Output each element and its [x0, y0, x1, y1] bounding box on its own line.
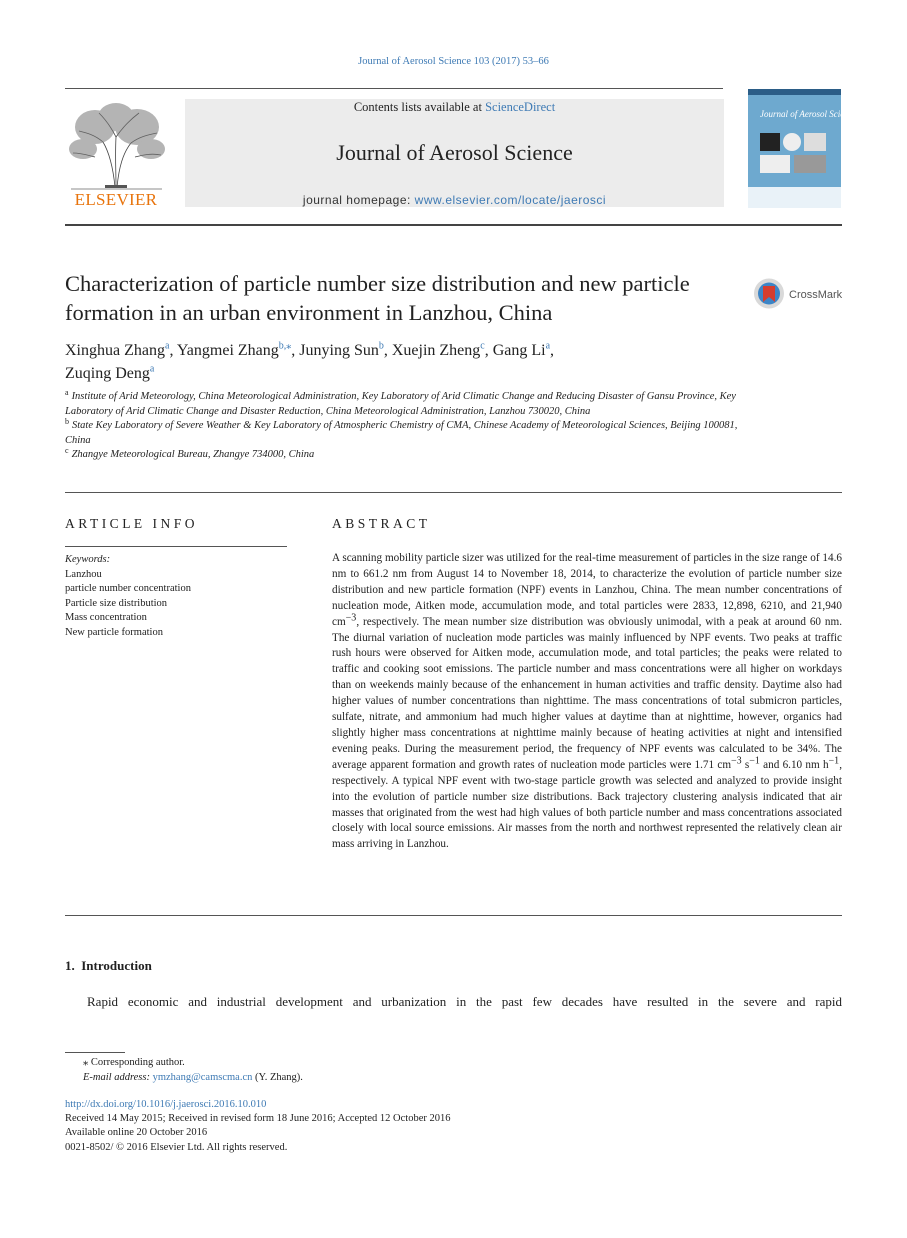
author-name[interactable]: Zuqing Deng	[65, 365, 150, 382]
affiliation-text: State Key Laboratory of Severe Weather & Key Laboratory of Atmospheric Chemistry of CMA, Chinese Academy of Meteorological Sciences, Beijing 100081, China	[65, 420, 738, 446]
email-suffix: (Y. Zhang).	[252, 1071, 303, 1083]
keywords-list	[65, 553, 295, 640]
corresponding-author-note: ⁎ Corresponding author.	[83, 1057, 185, 1068]
author-affiliation-mark[interactable]: a	[149, 363, 155, 375]
journal-cover-image[interactable]	[748, 89, 857, 208]
affiliation-text: Zhangye Meteorological Bureau, Zhangye 734000, China	[71, 449, 315, 460]
author-separator: ,	[484, 342, 493, 359]
top-divider	[65, 88, 723, 89]
author-name[interactable]: Xinghua Zhang	[65, 342, 165, 359]
article-info-heading: ARTICLE INFO	[65, 516, 199, 531]
keyword-item: Lanzhou	[65, 568, 102, 580]
introduction-heading: 1. Introduction	[65, 958, 152, 973]
abstract-superscript: −1	[749, 755, 760, 767]
journal-homepage-link[interactable]: www.elsevier.com/locate/jaerosci	[414, 193, 607, 207]
elsevier-wordmark: ELSEVIER	[74, 190, 158, 209]
doi-link[interactable]: http://dx.doi.org/10.1016/j.jaerosci.2016.10.010	[65, 1099, 267, 1110]
crossmark-icon[interactable]	[752, 277, 847, 310]
author-list	[65, 339, 785, 385]
email-label: E-mail address:	[83, 1071, 153, 1083]
abstract-segment: A scanning mobility particle sizer was utilized for the real-time measurement of particles in the size range of 14.6 nm to 661.2 nm from August 14 to November 18, 2014, to characterize the evolution of particle number size distribution and new particle formation (NPF) events in Lanzhou, China. The mean number concentrations of nucleation mode, Aitken mode, accumulation mode, and total particles were 2833, 12,898, 6210, and 21,940 cm	[332, 552, 842, 628]
abstract-text	[332, 551, 842, 853]
affiliation-text: Institute of Arid Meteorology, China Meteorological Administration, Key Laboratory of Arid Climatic Change and Reducing Disaster of Gansu Province, Key Laboratory of Arid Climatic Change and Disaster Reduction, China Meteorological Administration, Lanzhou 730020, China	[65, 391, 736, 417]
abstract-superscript: −3	[731, 755, 742, 767]
email-note	[65, 1071, 665, 1086]
journal-homepage-line	[185, 193, 724, 207]
journal-citation[interactable]: Journal of Aerosol Science 103 (2017) 53–66	[358, 56, 549, 67]
footnotes	[65, 1056, 665, 1085]
abstract-segment: , respectively. The mean number size distribution was obviously unimodal, with a peak at around 60 nm. The diurnal variation of nucleation mode particles was mainly influenced by NPF events. Two peaks at traffic rush hours were observed for Aitken mode, accumulation mode, and total particles; the peaks were related to traffic and cooking soot emissions. The particle number and mass concentrations were all higher on workdays than on weekends mainly because of the enhancement in human activities and traffic density. Daytime also had higher values of number concentrations than nighttime. The mass concentrations of total submicron particles, sulfate, nitrate, and ammonium had much higher values at daytime than at nighttime, however, organics had slightly higher mass concentrations at nighttime mainly because of heating activities at night and intensified evening peaks. During the measurement period, the frequency of NPF events was calculated to be 34%. The average apparent formation and growth rates of nucleation mode particles were 1.71 cm	[332, 615, 842, 771]
keyword-item: Particle size distribution	[65, 597, 168, 609]
section-divider	[65, 492, 842, 493]
affiliation-b	[65, 416, 745, 448]
keyword-item: particle number concentration	[65, 583, 191, 594]
cover-title: Journal of Aerosol Science	[760, 109, 857, 119]
affiliations	[65, 387, 745, 463]
journal-title: Journal of Aerosol Science	[336, 140, 573, 165]
abstract-segment: and 6.10 nm h	[759, 758, 829, 771]
author-affiliation-mark[interactable]: b,⁎	[278, 340, 292, 352]
author-separator: ,	[291, 342, 300, 359]
author-name[interactable]: Xuejin Zheng	[391, 342, 481, 359]
abstract-segment: s	[741, 758, 750, 771]
author-separator: ,	[169, 342, 177, 359]
affiliation-a	[65, 387, 745, 419]
affiliation-mark: b	[65, 416, 69, 426]
contents-line	[185, 100, 724, 115]
introduction-text: Rapid economic and industrial development and urbanization in the past few decades have resulted in the severe and rapid	[87, 994, 842, 1009]
contents-prefix: Contents lists available at	[353, 100, 486, 114]
abstract-segment: , respectively. A typical NPF event with two-stage particle growth was selected and analyzed to provide insight into the evolution of particle number size distributions. Back trajectory clustering analysis indicated that air masses that originated from the west had high values of both particle number and mass concentrations associated closely with local source emissions. Air masses from the north and northwest represented the relatively clean air mass arriving in Lanzhou.	[332, 758, 842, 851]
affiliation-mark: c	[65, 445, 69, 455]
affiliation-c	[65, 445, 745, 463]
article-title: Characterization of particle number size distribution and new particle formation in an urban environment in Lanzhou, China	[65, 271, 690, 325]
author-separator: ,	[550, 342, 555, 359]
author-name[interactable]: Gang Li	[492, 342, 546, 359]
keywords-label: Keywords:	[65, 554, 111, 565]
publication-info	[65, 1098, 665, 1155]
crossmark-label: CrossMark	[789, 289, 843, 301]
homepage-prefix: journal homepage:	[302, 193, 415, 207]
author-name[interactable]: Yangmei Zhang	[176, 342, 279, 359]
keyword-item: Mass concentration	[65, 612, 147, 623]
sciencedirect-link[interactable]: ScienceDirect	[485, 100, 556, 114]
email-link[interactable]: ymzhang@camscma.cn	[152, 1071, 253, 1083]
header-divider	[65, 224, 842, 226]
article-info-divider	[65, 546, 287, 547]
abstract-heading: ABSTRACT	[332, 516, 431, 531]
section-divider	[65, 915, 842, 916]
author-name[interactable]: Junying Sun	[299, 342, 379, 359]
author-separator: ,	[383, 342, 392, 359]
author-affiliation-mark[interactable]: c	[480, 340, 485, 352]
footnote-divider	[65, 1052, 125, 1053]
online-date: Available online 20 October 2016	[65, 1127, 208, 1139]
copyright: 0021-8502/ © 2016 Elsevier Ltd. All rights reserved.	[65, 1141, 288, 1153]
received-dates: Received 14 May 2015; Received in revised form 18 June 2016; Accepted 12 October 2016	[65, 1113, 451, 1125]
author-affiliation-mark[interactable]: a	[164, 340, 170, 352]
abstract-superscript: −3	[345, 611, 357, 623]
author-affiliation-mark[interactable]: a	[545, 340, 551, 352]
affiliation-mark: a	[65, 387, 69, 397]
abstract-superscript: −1	[828, 755, 840, 767]
keyword-item: New particle formation	[65, 626, 163, 638]
author-affiliation-mark[interactable]: b	[378, 340, 384, 352]
